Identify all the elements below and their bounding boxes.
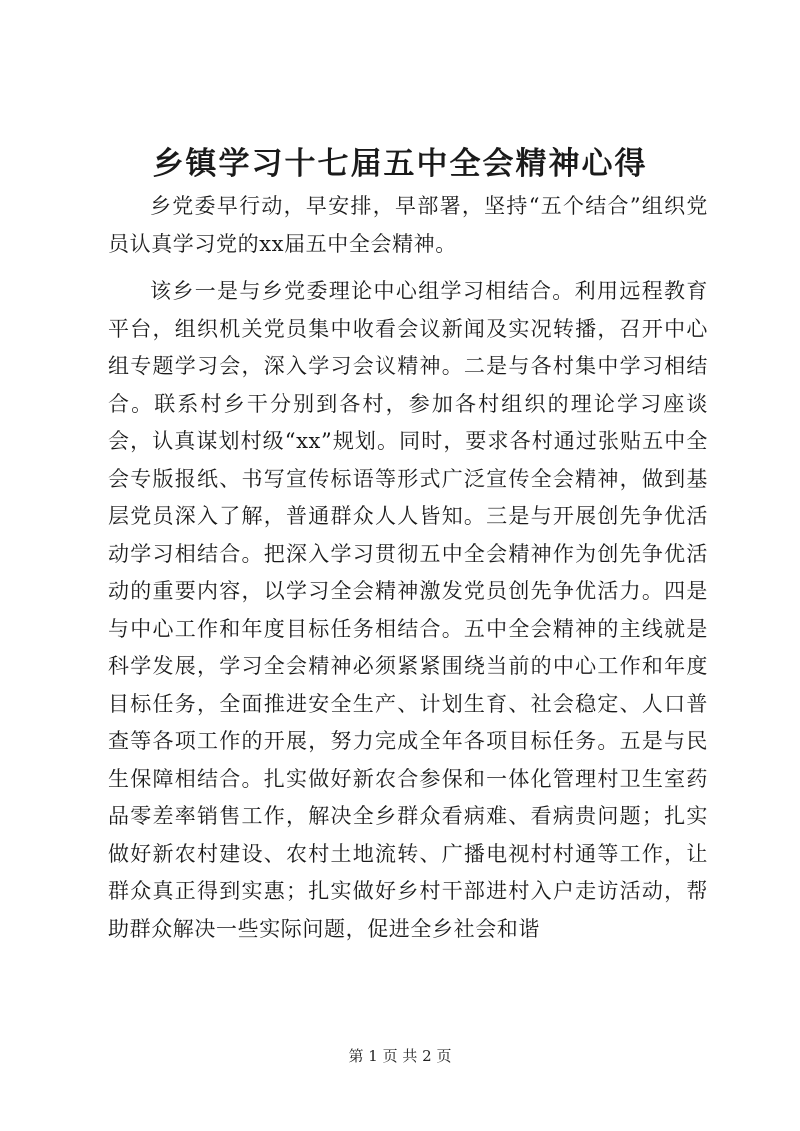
document-title: 乡镇学习十七届五中全会精神心得 xyxy=(152,146,648,182)
document-body xyxy=(108,188,708,948)
page-number-label: 第 1 页 共 2 页 xyxy=(348,1047,452,1065)
paragraph-1: 乡党委早行动，早安排，早部署，坚持“五个结合”组织党员认真学习党的xx届五中全会精神。 xyxy=(108,194,708,256)
page-footer xyxy=(0,1045,800,1066)
paragraph-2: 该乡一是与乡党委理论中心组学习相结合。利用远程教育平台，组织机关党员集中收看会议新闻及实况转播，召开中心组专题学习会，深入学习会议精神。二是与各村集中学习相结合。联系村乡干分别到各村，参加各村组织的理论学习座谈会，认真谋划村级“xx”规划。同时，要求各村通过张贴五中全会专版报纸、书写宣传标语等形式广泛宣传全会精神，做到基层党员深入了解，普通群众人人皆知。三是与开展创先争优活动学习相结合。把深入学习贯彻五中全会精神作为创先争优活动的重要内容，以学习全会精神激发党员创先争优活力。四是与中心工作和年度目标任务相结合。五中全会精神的主线就是科学发展，学习全会精神必须紧紧围绕当前的中心工作和年度目标任务，全面推进安全生产、计划生育、社会稳定、人口普查等各项工作的开展，努力完成全年各项目标任务。五是与民生保障相结合。扎实做好新农合参保和一体化管理村卫生室药品零差率销售工作，解决全乡群众看病难、看病贵问题；扎实做好新农村建设、农村土地流转、广播电视村村通等工作，让群众真正得到实惠；扎实做好乡村干部进村入户走访活动，帮助群众解决一些实际问题，促进全乡社会和谐 xyxy=(108,279,708,941)
paragraph-gap xyxy=(108,263,708,273)
